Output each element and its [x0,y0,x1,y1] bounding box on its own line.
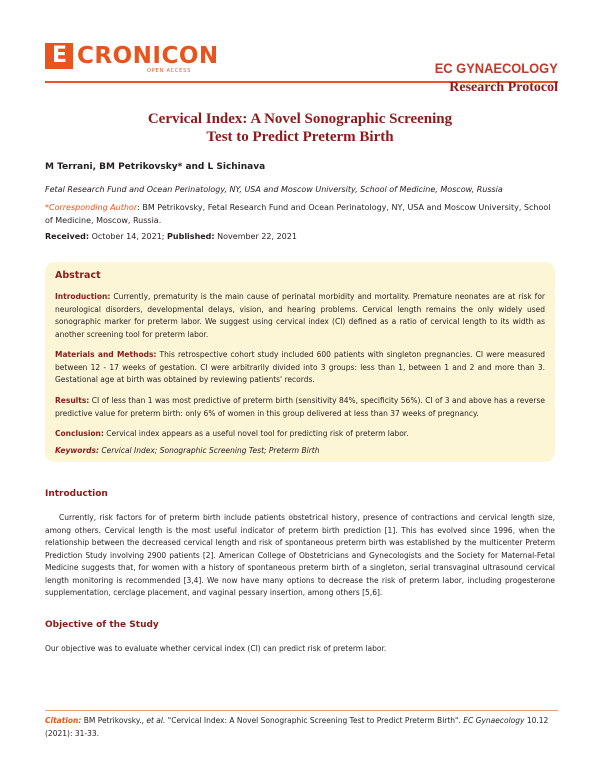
introduction-paragraph: Currently, risk factors for of preterm birth include patients obstetrical history, presence of contractions and cervical length size, among others. Cervical length is the most useful indicator of preterm birth prediction [1]. This has evolved since 1996, when the relationship between the decreased cervical length and risk of spontaneous preterm birth was established by the multicenter Preterm Prediction Study involving 2900 patients [2]. American College of Obstetricians and Gynecologists and the Society for Maternal-Fetal Medicine suggests that, for women with a history of spontaneous preterm birth of a singleton, serial transvaginal ultrasound cervical length monitoring is recommended [3,4]. We now have many options to decrease the risk of preterm labor, including progesterone supplementation, cerclage placement, and vaginal pessary insertion, among others [5,6]. [45,513,555,597]
corresponding-label: *Corresponding Author [45,203,138,212]
methods-label: Materials and Methods: [55,350,157,359]
footer-rule [45,710,558,711]
affiliation: Fetal Research Fund and Ocean Perinatology, NY, USA and Moscow University, School of Medicine, Moscow, Russia [45,185,503,194]
abstract-conclusion: Conclusion: Cervical index appears as a useful novel tool for predicting risk of preterm labor. [55,429,409,438]
abstract-results: Results: CI of less than 1 was most predictive of preterm birth (sensitivity 84%, specificity 56%). CI of 3 and above has a reverse predictive value for preterm birth: only 6% of women in this group delivered at less than 37 weeks of pregnancy. [55,396,545,418]
logo-subtitle: OPEN ACCESS [147,68,192,74]
title-line-1: Cervical Index: A Novel Sonographic Screening [147,111,453,127]
citation-label: Citation: [45,716,82,725]
abstract-heading: Abstract [55,270,101,281]
keywords-label: Keywords: [55,446,99,455]
corresponding-text: : BM Petrikovsky, Fetal Research Fund and Ocean Perinatology, NY, USA and Moscow University, School of Medicine, Moscow, Russia. [45,203,551,225]
abstract-box [45,262,555,462]
published-date: November 22, 2021 [214,232,297,241]
citation: Citation: BM Petrikovsky., et al. "Cervical Index: A Novel Sonographic Screening Test to Predict Preterm Birth". EC Gynaecology 10.12 (2021): 31-33. [45,716,549,738]
received-label: Received: [45,232,90,241]
objective-paragraph: Our objective was to evaluate whether cervical index (CI) can predict risk of preterm labor. [45,644,387,653]
cronicon-logo [45,43,219,75]
abstract-introduction: Introduction: Currently, prematurity is the main cause of perinatal morbidity and mortality. Premature neonates are at risk for neurological disorders, developmental delays, vision, and hearing problems. Cervical length remains the only widely used sonographic marker for preterm labor. We suggest using cervical index (CI) defined as a ratio of cervical length to its width as another screening tool for preterm labor. [55,292,545,339]
abstract-keywords: Keywords: Cervical Index; Sonographic Screening Test; Preterm Birth [55,446,320,455]
journal-name: EC GYNAECOLOGY [434,60,558,76]
article-type: Research Protocol [449,80,558,95]
results-label: Results: [55,396,90,405]
logo-text: CRONICON [77,43,219,69]
received-date: October 14, 2021; [89,232,168,241]
corresponding-author [45,201,555,227]
abstract-methods: Materials and Methods: This retrospective cohort study included 600 patients with singleton pregnancies. CI were measured between 12 - 17 weeks of gestation. CI were arbitrarily divided into 3 groups: less than 1, between 1 and 2 and more than 3. Gestational age at birth was obtained by reviewing patients' records. [55,350,545,384]
intro-label: Introduction: [55,292,111,301]
conclusion-label: Conclusion: [55,429,104,438]
citation-journal: EC Gynaecology [463,716,525,725]
published-label: Published: [167,232,215,241]
title-line-2: Test to Predict Preterm Birth [206,129,394,145]
objective-heading: Objective of the Study [45,620,159,630]
dates [45,230,297,243]
authors: M Terrani, BM Petrikovsky* and L Sichinava [45,162,266,172]
introduction-heading: Introduction [45,489,108,499]
logo-mark: E [45,43,73,69]
